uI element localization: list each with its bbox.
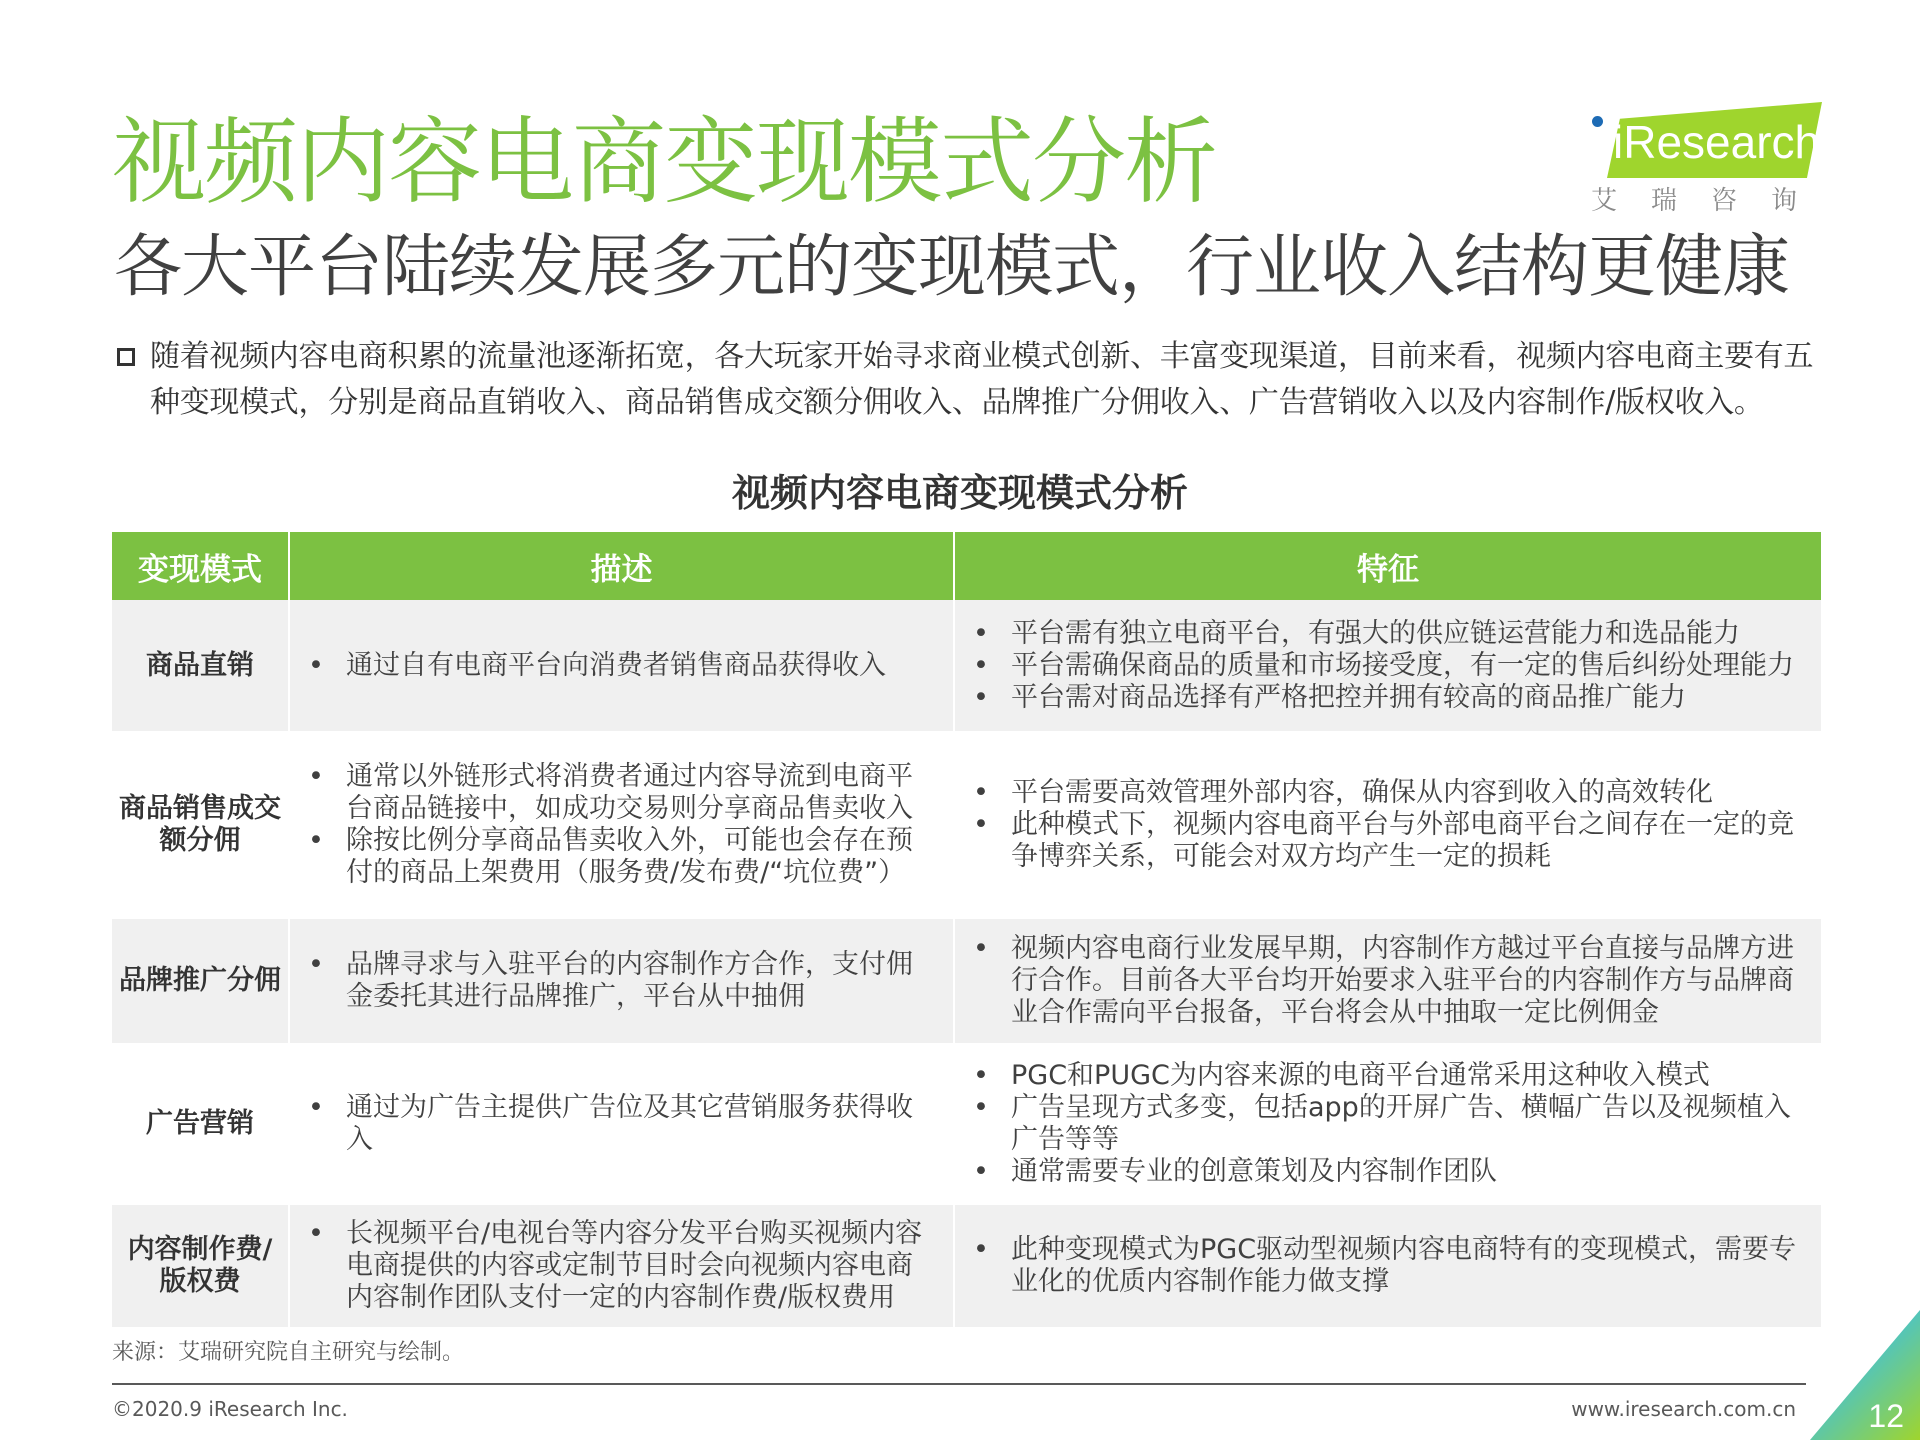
features-cell <box>954 600 1822 732</box>
table-title: 视频内容电商变现模式分析 <box>731 471 1188 515</box>
mode-cell: 广告营销 <box>112 1044 289 1204</box>
list-item: • 视频内容电商行业发展早期，内容制作方越过平台直接与品牌方进行合作。目前各大平台均开始要求入驻平台的内容制作方与品牌商业合作需向平台报备，平台将会从中抽取一定比例佣金 <box>973 933 1803 1029</box>
mode-cell: 内容制作费/版权费 <box>112 1204 289 1328</box>
intro-paragraph <box>114 334 1814 426</box>
page-subtitle: 各大平台陆续发展多元的变现模式，行业收入结构更健康 <box>114 228 1790 307</box>
list-item: • 此种模式下，视频内容电商平台与外部电商平台之间存在一定的竞争博弈关系，可能会对双方均产生一定的损耗 <box>973 809 1803 873</box>
monetization-table <box>112 532 1823 1329</box>
list-item: • 通过为广告主提供广告位及其它营销服务获得收入 <box>308 1092 935 1156</box>
iresearch-logo <box>1585 100 1830 225</box>
list-item: • 平台需要高效管理外部内容，确保从内容到收入的高效转化 <box>973 777 1803 809</box>
description-cell <box>289 1204 954 1328</box>
features-cell <box>954 1204 1822 1328</box>
description-cell <box>289 918 954 1044</box>
logo-dot-icon <box>1592 116 1603 127</box>
list-item: • 平台需有独立电商平台，有强大的供应链运营能力和选品能力 <box>973 618 1803 650</box>
footer-divider <box>112 1383 1806 1385</box>
table-row <box>112 732 1822 918</box>
features-cell <box>954 1044 1822 1204</box>
description-cell <box>289 732 954 918</box>
website-link[interactable]: www.iresearch.com.cn <box>1571 1397 1796 1421</box>
table-row <box>112 918 1822 1044</box>
list-item: • 平台需确保商品的质量和市场接受度，有一定的售后纠纷处理能力 <box>973 650 1803 682</box>
list-item: • 平台需对商品选择有严格把控并拥有较高的商品推广能力 <box>973 682 1803 714</box>
list-item: • PGC和PUGC为内容来源的电商平台通常采用这种收入模式 <box>973 1060 1803 1092</box>
square-bullet-icon <box>117 348 135 366</box>
list-item: • 广告呈现方式多变，包括app的开屏广告、横幅广告以及视频植入广告等等 <box>973 1092 1803 1156</box>
page-number: 12 <box>1868 1398 1904 1434</box>
features-cell <box>954 918 1822 1044</box>
mode-cell: 商品销售成交额分佣 <box>112 732 289 918</box>
features-cell <box>954 732 1822 918</box>
table-row <box>112 1044 1822 1204</box>
logo-wordmark: iResearch <box>1613 116 1821 168</box>
mode-cell: 商品直销 <box>112 600 289 732</box>
list-item: • 长视频平台/电视台等内容分发平台购买视频内容电商提供的内容或定制节目时会向视频内容电商内容制作团队支付一定的内容制作费/版权费用 <box>308 1218 935 1314</box>
header-description: 描述 <box>289 532 954 600</box>
list-item: • 除按比例分享商品售卖收入外，可能也会存在预付的商品上架费用（服务费/发布费/“坑位费”） <box>308 825 935 889</box>
list-item: • 品牌寻求与入驻平台的内容制作方合作，支付佣金委托其进行品牌推广，平台从中抽佣 <box>308 949 935 1013</box>
header-mode: 变现模式 <box>112 532 289 600</box>
list-item: • 通过自有电商平台向消费者销售商品获得收入 <box>308 650 935 682</box>
intro-text: 随着视频内容电商积累的流量池逐渐拓宽，各大玩家开始寻求商业模式创新、丰富变现渠道，目前来看，视频内容电商主要有五种变现模式，分别是商品直销收入、商品销售成交额分佣收入、品牌推广分佣收入、广告营销收入以及内容制作/版权收入。 <box>150 339 1814 420</box>
table-row <box>112 1204 1822 1328</box>
source-note: 来源：艾瑞研究院自主研究与绘制。 <box>112 1340 465 1365</box>
list-item: • 通常需要专业的创意策划及内容制作团队 <box>973 1156 1803 1188</box>
mode-cell: 品牌推广分佣 <box>112 918 289 1044</box>
page-title: 视频内容电商变现模式分析 <box>112 108 1217 217</box>
list-item: • 此种变现模式为PGC驱动型视频内容电商特有的变现模式，需要专业化的优质内容制作能力做支撑 <box>973 1234 1803 1298</box>
header-features: 特征 <box>954 532 1822 600</box>
table-row <box>112 600 1822 732</box>
logo-chinese-name: 艾瑞咨询 <box>1591 186 1832 216</box>
description-cell <box>289 1044 954 1204</box>
copyright-text: ©2020.9 iResearch Inc. <box>112 1397 348 1421</box>
table-header-row <box>112 532 1822 600</box>
list-item: • 通常以外链形式将消费者通过内容导流到电商平台商品链接中，如成功交易则分享商品售卖收入 <box>308 761 935 825</box>
description-cell <box>289 600 954 732</box>
